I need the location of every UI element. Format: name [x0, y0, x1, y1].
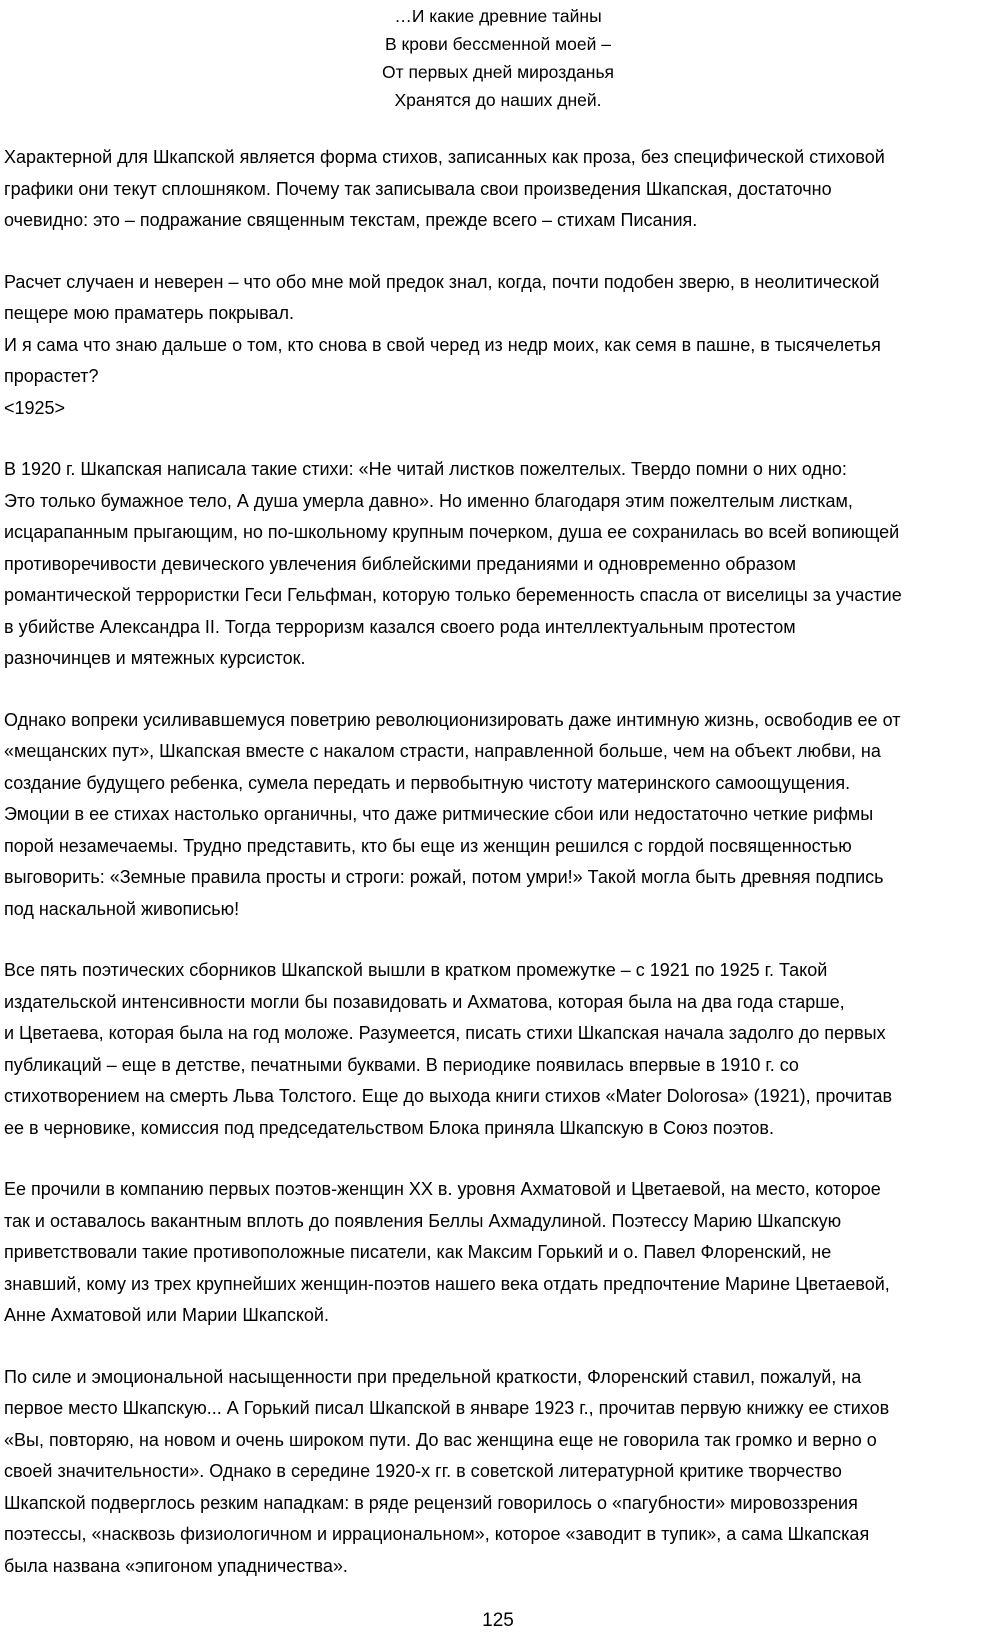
paragraph-line: графики они текут сплошняком. Почему так записывала свои произведения Шкапская, достаточно	[4, 178, 832, 199]
paragraph-line: «мещанских пут», Шкапская вместе с накалом страсти, направленной больше, чем на объект любви, на	[4, 741, 881, 761]
paragraph-line: знавший, кому из трех крупнейших женщин-поэтов нашего века отдать предпочтение Марине Цветаевой,	[4, 1273, 890, 1294]
epigraph-line: …И какие древние тайны	[394, 6, 602, 26]
body-paragraph	[4, 454, 992, 675]
paragraph-line: поэтессы, «насквозь физиологичном и иррациональном», которое «заводит в тупик», а сама Шкапская	[4, 1524, 870, 1544]
paragraph-line: прорастет?	[4, 366, 99, 386]
paragraph-line: романтической террористки Геси Гельфман, которую только беременность спасла от виселицы за участие	[4, 585, 902, 605]
paragraph-line: своей значительности». Однако в середине 1920-х гг. в советской литературной критике творчество	[4, 1461, 842, 1481]
spacer	[4, 925, 992, 955]
paragraph-line: Все пять поэтических сборников Шкапской вышли в кратком промежутке – с 1921 по 1925 г. Такой	[4, 960, 828, 980]
paragraph-line: Эмоции в ее стихах настолько органичны, что даже ритмические сбои или недостаточно четкие рифмы	[4, 804, 874, 824]
paragraph-line: создание будущего ребенка, сумела передать и первобытную чистоту материнского самоощущения.	[4, 772, 851, 793]
paragraph-line: противоречивости девического увлечения библейскими преданиями и одновременно образом	[4, 553, 796, 574]
epigraph-line: От первых дней мирозданья	[381, 62, 615, 82]
paragraph-line: Это только бумажное тело, А душа умерла давно». Но именно благодаря этим пожелтелым листкам,	[4, 490, 853, 511]
paragraph-line: очевидно: это – подражание священным текстам, прежде всего – стихам Писания.	[4, 210, 698, 230]
spacer	[4, 424, 992, 454]
paragraph-line: выговорить: «Земные правила просты и строги: рожай, потом умри!» Такой могла быть древняя подпись	[4, 867, 884, 887]
paragraph-line: И я сама что знаю дальше о том, кто снова в свой черед из недр моих, как семя в пашне, в тысячелетья	[4, 334, 881, 355]
paragraph-line: первое место Шкапскую... А Горький писал Шкапской в январе 1923 г., прочитав первую книжку ее стихов	[4, 1398, 890, 1418]
body-paragraph	[4, 1174, 992, 1332]
paragraph-line: Характерной для Шкапской является форма стихов, записанных как проза, без специфической стиховой	[4, 147, 885, 167]
paragraph-line: В 1920 г. Шкапская написала такие стихи: «Не читай листков пожелтелых. Твердо помни о них одно:	[4, 459, 847, 479]
paragraph-line: публикаций – еще в детстве, печатными буквами. В периодике появилась впервые в 1910 г. со	[4, 1054, 799, 1075]
body-paragraph	[4, 955, 992, 1144]
paragraph-line: Ее прочили в компанию первых поэтов-женщин XX в. уровня Ахматовой и Цветаевой, на место, которое	[4, 1179, 881, 1199]
spacer	[4, 1144, 992, 1174]
epigraph-line: В крови бессменной моей –	[385, 34, 611, 54]
paragraph-line: порой незамечаемы. Трудно представить, кто бы еще из женщин решился с гордой посвященностью	[4, 835, 852, 856]
paragraph-line: в убийстве Александра II. Тогда терроризм казался своего рода интеллектуальным протестом	[4, 616, 796, 637]
paragraph-line: По силе и эмоциональной насыщенности при предельной краткости, Флоренский ставил, пожалуй, на	[4, 1366, 862, 1387]
paragraph-line: издательской интенсивности могли бы позавидовать и Ахматова, которая была на два года старше,	[4, 991, 845, 1012]
paragraph-line: разночинцев и мятежных курсисток.	[4, 648, 306, 668]
body-paragraph	[4, 142, 992, 237]
poem-date: <1925>	[4, 397, 66, 418]
spacer	[4, 675, 992, 705]
paragraph-line: так и оставалось вакантным вплоть до появления Беллы Ахмадулиной. Поэтессу Марию Шкапскую	[4, 1210, 842, 1231]
paragraph-line: была названа «эпигоном упадничества».	[4, 1555, 348, 1576]
paragraph-line: Анне Ахматовой или Марии Шкапской.	[4, 1305, 329, 1325]
paragraph-line: Расчет случаен и неверен – что обо мне мой предок знал, когда, почти подобен зверю, в неолитической	[4, 271, 880, 292]
paragraph-line: Однако вопреки усиливавшемуся поветрию революционизировать даже интимную жизнь, освободив ее от	[4, 709, 901, 730]
body-paragraph	[4, 705, 992, 926]
body-paragraph	[4, 1362, 992, 1583]
paragraph-line: пещере мою праматерь покрывал.	[4, 303, 294, 323]
spacer	[4, 1332, 992, 1362]
spacer	[4, 114, 992, 142]
page-number: 125	[482, 1610, 514, 1631]
paragraph-line: исцарапанным прыгающим, но по-школьному крупным почерком, душа ее сохранилась во всей вопиющей	[4, 522, 900, 542]
paragraph-line: под наскальной живописью!	[4, 898, 240, 919]
paragraph-line: «Вы, повторяю, на новом и очень широком пути. До вас женщина еще не говорила так громко и верно о	[4, 1429, 877, 1450]
epigraph-block	[4, 0, 992, 114]
paragraph-line: Шкапской подверглось резким нападкам: в ряде рецензий говорилось о «пагубности» мировоззрения	[4, 1492, 858, 1513]
epigraph-line: Хранятся до наших дней.	[394, 90, 602, 110]
spacer	[4, 237, 992, 267]
paragraph-line: ее в черновике, комиссия под председательством Блока приняла Шкапскую в Союз поэтов.	[4, 1117, 774, 1138]
paragraph-line: приветствовали такие противоположные писатели, как Максим Горький и о. Павел Флоренский, не	[4, 1242, 832, 1262]
body-paragraph	[4, 267, 992, 425]
paragraph-line: и Цветаева, которая была на год моложе. Разумеется, писать стихи Шкапская начала задолго до первых	[4, 1023, 886, 1043]
paragraph-line: стихотворением на смерть Льва Толстого. Еще до выхода книги стихов «Mater Dolorosa» (1921), прочитав	[4, 1086, 893, 1106]
